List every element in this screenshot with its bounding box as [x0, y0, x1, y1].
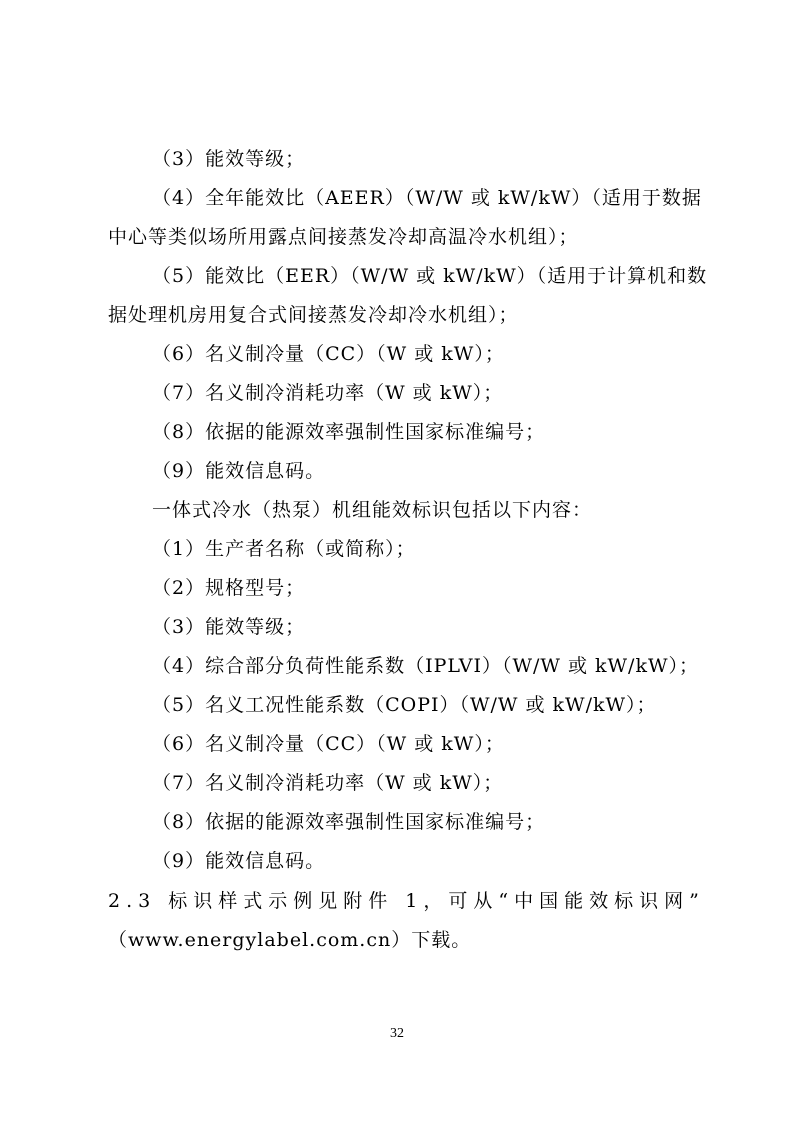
item-eer-continued: 据处理机房用复合式间接蒸发冷却冷水机组）；	[108, 304, 519, 326]
item-cooling-power-2: （7）名义制冷消耗功率（W 或 kW）；	[152, 772, 504, 794]
item-model: （2）规格型号；	[152, 577, 306, 599]
item-cop: （5）名义工况性能系数（COPI）（W/W 或 kW/kW）；	[152, 694, 657, 716]
item-cooling-capacity-2: （6）名义制冷量（CC）（W 或 kW）；	[152, 733, 505, 755]
item-producer-name: （1）生产者名称（或简称）；	[152, 538, 416, 560]
section-2-3-line1: 2.3 标识样式示例见附件 1，可从“中国能效标识网”	[108, 890, 705, 912]
item-energy-grade-2: （3）能效等级；	[152, 616, 306, 638]
intro-integrated-unit: 一体式冷水（热泵）机组能效标识包括以下内容：	[152, 499, 593, 521]
section-2-3-line2: （www.energylabel.com.cn）下载。	[108, 929, 472, 951]
item-aeer: （4）全年能效比（AEER）（W/W 或 kW/kW）（适用于数据	[152, 187, 702, 209]
item-iplv: （4）综合部分负荷性能系数（IPLVI）（W/W 或 kW/kW）；	[152, 655, 699, 677]
item-standard-number: （8）依据的能源效率强制性国家标准编号；	[152, 421, 546, 443]
item-standard-number-2: （8）依据的能源效率强制性国家标准编号；	[152, 811, 546, 833]
item-cooling-capacity: （6）名义制冷量（CC）（W 或 kW）；	[152, 343, 505, 365]
page-number: 32	[390, 1026, 404, 1041]
item-info-code-2: （9）能效信息码。	[152, 850, 326, 872]
item-energy-grade: （3）能效等级；	[152, 148, 306, 170]
item-info-code: （9）能效信息码。	[152, 460, 326, 482]
item-aeer-continued: 中心等类似场所用露点间接蒸发冷却高温冷水机组）；	[108, 226, 579, 248]
item-cooling-power: （7）名义制冷消耗功率（W 或 kW）；	[152, 382, 504, 404]
item-eer: （5）能效比（EER）（W/W 或 kW/kW）（适用于计算机和数	[152, 265, 708, 287]
